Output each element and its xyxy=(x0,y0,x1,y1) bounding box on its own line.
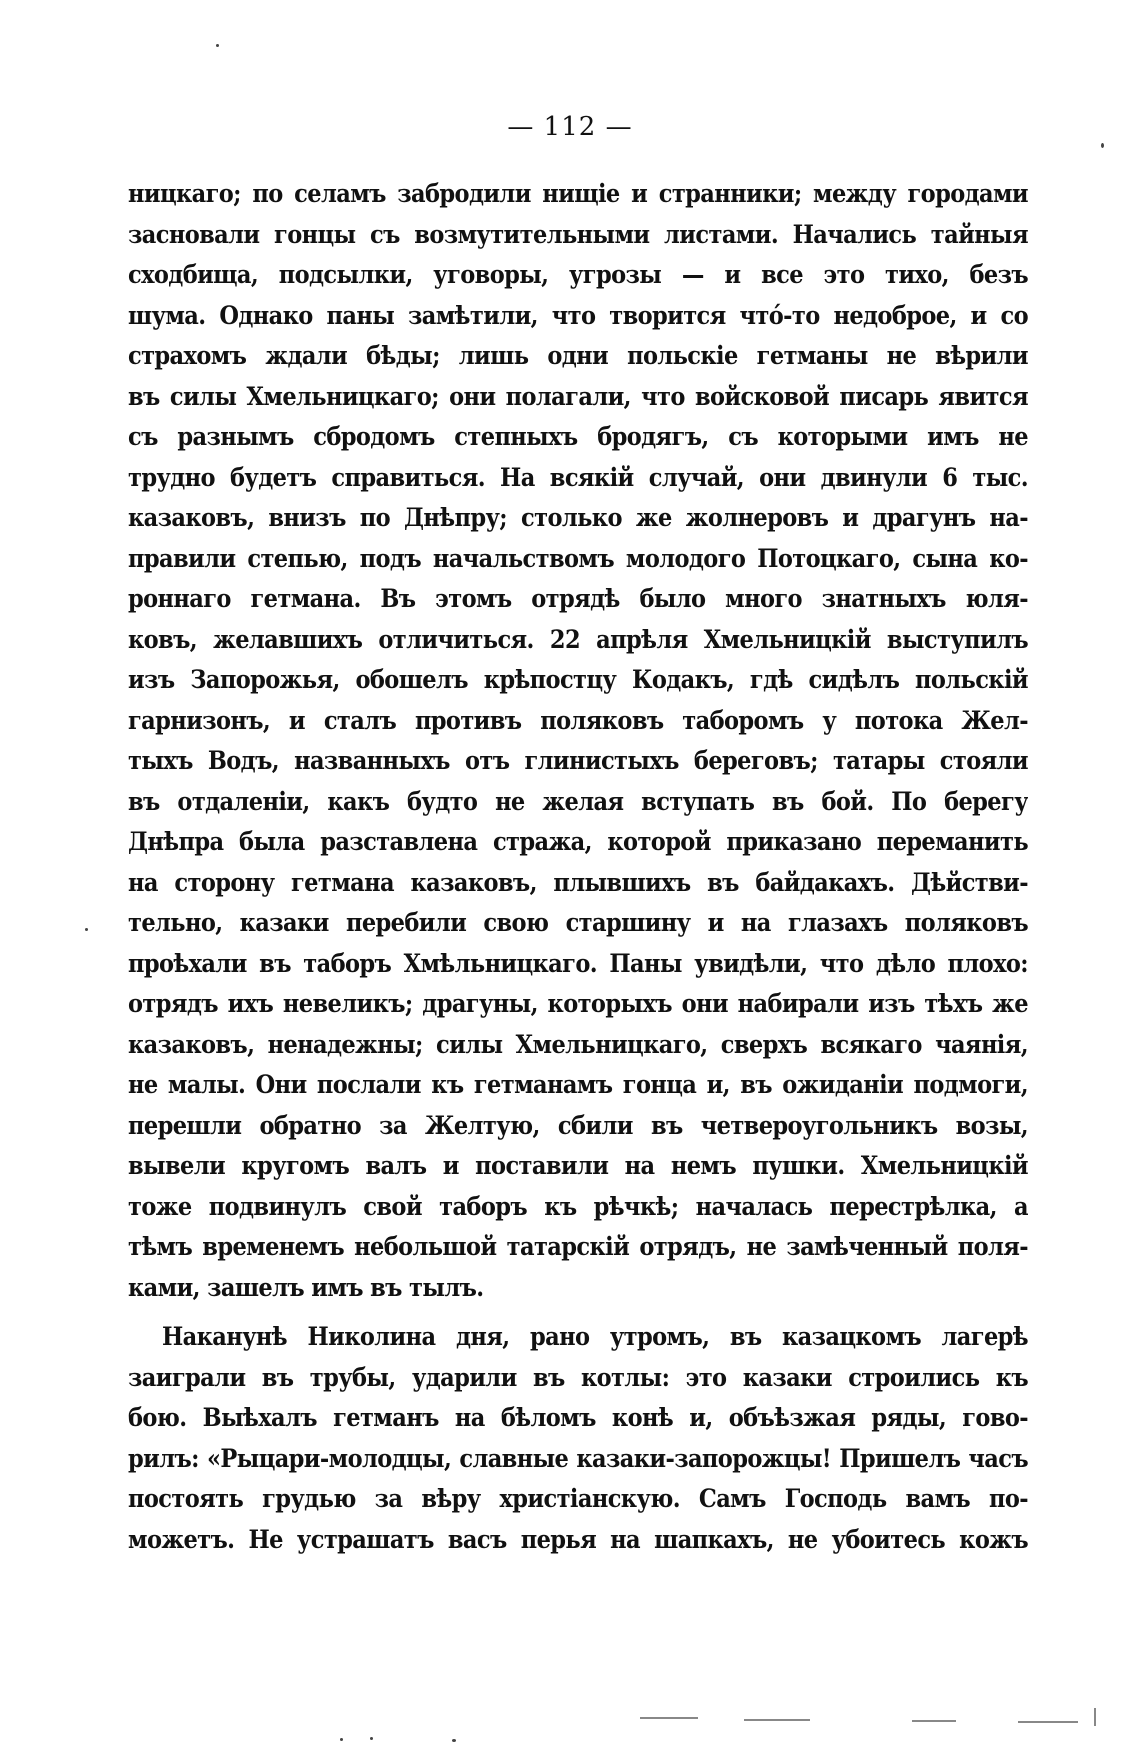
text-line: Наканунѣ Николина дня, рано утромъ, въ казацкомъ лагерѣ xyxy=(162,1322,1028,1351)
text-line: проѣхали въ таборъ Хмѣльницкаго. Паны увидѣли, что дѣло плохо: xyxy=(128,948,1028,978)
text-line: ницкаго; по селамъ забродили нищіе и странники; между городами xyxy=(128,179,1028,208)
page-number: — 112 — xyxy=(507,112,633,142)
text-line: казаковъ, ненадежны; силы Хмельницкаго, сверхъ всякаго чаянія, xyxy=(128,1029,1028,1059)
text-line: страхомъ ждали бѣды; лишь одни польскіе гетманы не вѣрили xyxy=(128,341,1028,370)
text-line: въ силы Хмельницкаго; они полагали, что войсковой писарь явится xyxy=(128,381,1028,411)
text-line: ками, зашелъ имъ въ тылъ. xyxy=(128,1272,484,1302)
text-line: перешли обратно за Желтую, сбили въ четвероугольникъ возы, xyxy=(128,1110,1028,1140)
text-line: казаковъ, внизъ по Днѣпру; столько же жолнеровъ и драгунъ на- xyxy=(128,503,1028,532)
text-line: рилъ: «Рыцари-молодцы, славные казаки-запорожцы! Пришелъ часъ xyxy=(128,1443,1028,1473)
text-line: гарнизонъ, и сталъ противъ поляковъ таборомъ у потока Жел- xyxy=(128,705,1028,735)
scan-rule xyxy=(912,1720,956,1722)
text-line: можетъ. Не устрашатъ васъ перья на шапкахъ, не убоитесь кожъ xyxy=(128,1524,1028,1554)
text-line: засновали гонцы съ возмутительными листами. Начались тайныя xyxy=(128,219,1028,249)
text-line: съ разнымъ сбродомъ степныхъ бродягъ, съ которыми имъ не xyxy=(128,422,1028,451)
text-line: трудно будетъ справиться. На всякій случай, они двинули 6 тыс. xyxy=(128,462,1028,492)
text-line: изъ Запорожья, обошелъ крѣпостцу Кодакъ, гдѣ сидѣлъ польскій xyxy=(128,665,1028,694)
scan-speck xyxy=(85,928,88,931)
text-line: тоже подвинулъ свой таборъ къ рѣчкѣ; началась перестрѣлка, а xyxy=(128,1191,1028,1221)
text-line: правили степью, подъ начальствомъ молодого Потоцкаго, сына ко- xyxy=(128,543,1028,573)
text-line: Днѣпра была разставлена стража, которой приказано переманить xyxy=(128,827,1028,856)
text-line: постоять грудью за вѣру христіанскую. Самъ Господь вамъ по- xyxy=(128,1484,1028,1513)
paragraph-2 xyxy=(128,1317,1028,1560)
text-line: роннаго гетмана. Въ этомъ отрядѣ было много знатныхъ юля- xyxy=(128,584,1028,613)
scan-rule xyxy=(640,1717,698,1719)
text-line: тыхъ Водъ, названныхъ отъ глинистыхъ береговъ; татары стояли xyxy=(128,746,1028,775)
scan-speck xyxy=(452,1739,456,1742)
text-line: на сторону гетмана казаковъ, плывшихъ въ байдакахъ. Дѣйстви- xyxy=(128,867,1028,897)
paragraph-1 xyxy=(128,174,1028,1308)
text-line: тельно, казаки перебили свою старшину и на глазахъ поляковъ xyxy=(128,908,1028,937)
scan-rule xyxy=(1018,1721,1078,1723)
text-line: заиграли въ трубы, ударили въ котлы: это казаки строились къ xyxy=(128,1362,1028,1392)
scan-rule xyxy=(1094,1708,1096,1726)
body-text xyxy=(128,174,1028,1560)
text-line: вывели кругомъ валъ и поставили на немъ пушки. Хмельницкій xyxy=(128,1151,1028,1180)
text-line: не малы. Они послали къ гетманамъ гонца и, въ ожиданіи подмоги, xyxy=(128,1070,1028,1099)
text-line: ковъ, желавшихъ отличиться. 22 апрѣля Хмельницкій выступилъ xyxy=(128,624,1028,654)
text-line: въ отдаленіи, какъ будто не желая вступать въ бой. По берегу xyxy=(128,786,1028,816)
text-line: бою. Выѣхалъ гетманъ на бѣломъ конѣ и, объѣзжая ряды, гово- xyxy=(128,1403,1028,1432)
text-line: сходбища, подсылки, уговоры, угрозы — и все это тихо, безъ xyxy=(128,260,1028,289)
text-line: шума. Однако паны замѣтили, что творится чтó-то недоброе, и со xyxy=(128,300,1028,330)
paragraph-gap xyxy=(128,1308,1028,1317)
text-line: тѣмъ временемъ небольшой татарскій отрядъ, не замѣченный поля- xyxy=(128,1232,1028,1261)
scan-speck xyxy=(370,1737,373,1740)
scan-speck xyxy=(340,1738,343,1741)
text-line: отрядъ ихъ невеликъ; драгуны, которыхъ они набирали изъ тѣхъ же xyxy=(128,989,1028,1018)
scan-rule xyxy=(744,1719,810,1721)
scan-speck xyxy=(1101,143,1104,148)
scan-speck xyxy=(216,44,219,47)
